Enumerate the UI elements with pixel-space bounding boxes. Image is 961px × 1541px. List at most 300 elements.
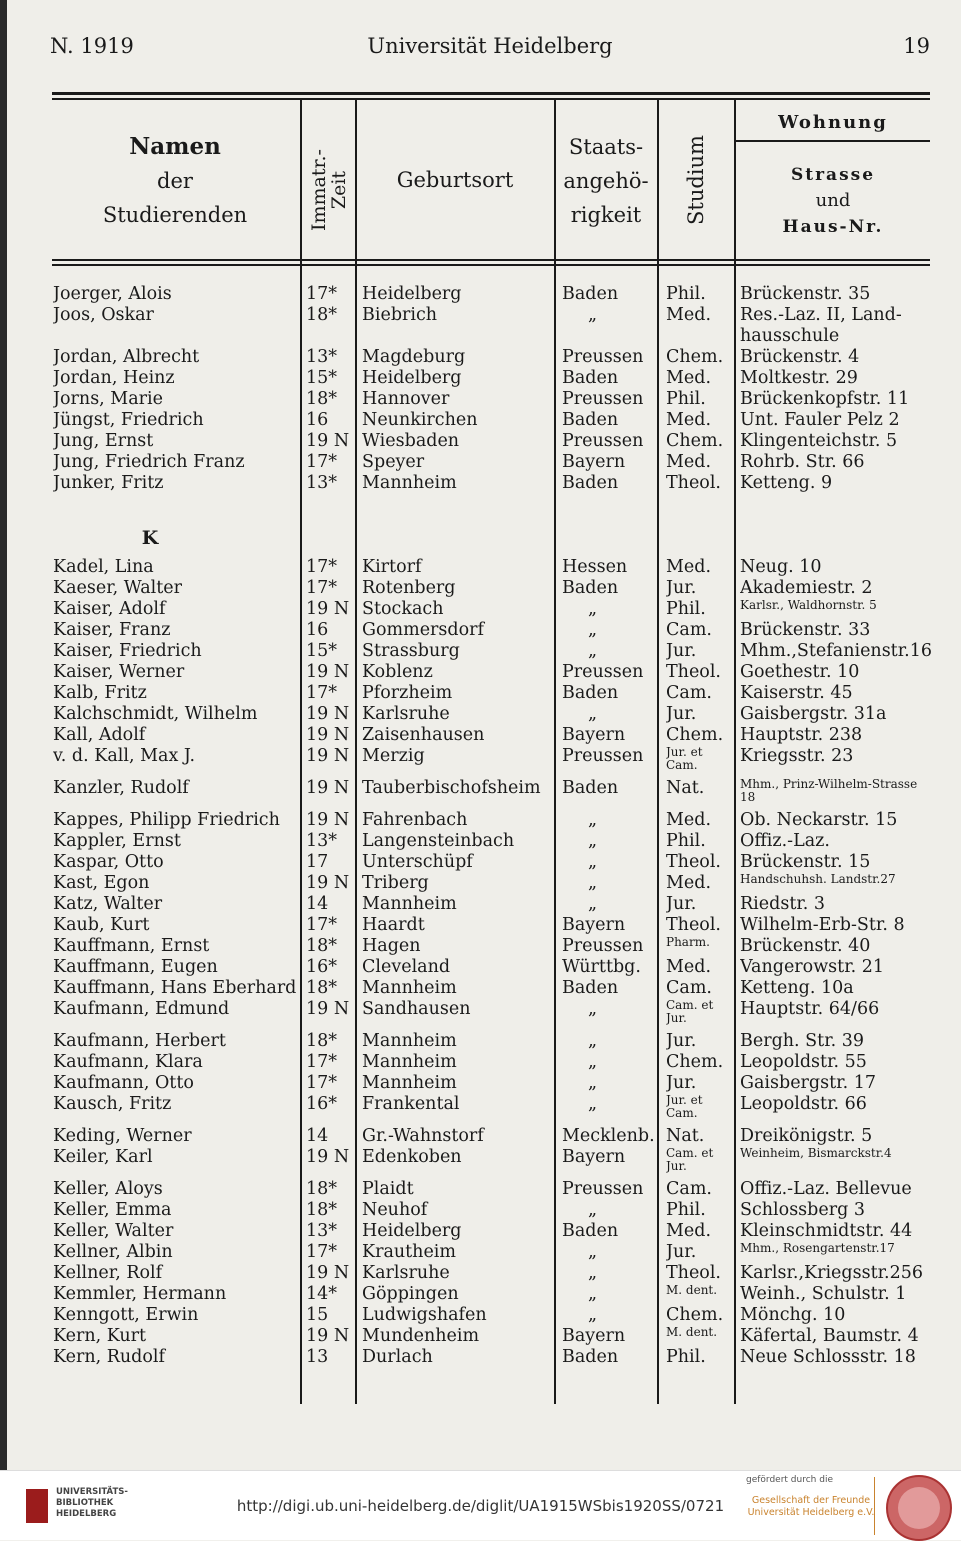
cell-s: „: [588, 1200, 598, 1220]
cell-z: 13*: [306, 1221, 338, 1241]
cell-st: Phil.: [666, 831, 706, 851]
cell-st: Phil.: [666, 284, 706, 304]
cell-z: 18*: [306, 1031, 338, 1051]
cell-n: Kaub, Kurt: [53, 915, 150, 935]
cell-w: Goethestr. 10: [740, 662, 860, 682]
cell-z: 16: [306, 620, 329, 640]
cell-n: Keding, Werner: [53, 1126, 192, 1146]
table-row: [0, 852, 961, 873]
cell-st: Med.: [666, 368, 712, 388]
cell-s: „: [588, 1052, 598, 1072]
cell-n: Jordan, Heinz: [53, 368, 175, 388]
cell-s: Preussen: [562, 936, 644, 956]
cell-w: Dreikönigstr. 5: [740, 1126, 873, 1146]
cell-w: Ketteng. 10a: [740, 978, 854, 998]
header-line: Namen: [129, 133, 221, 160]
cell-o: Wiesbaden: [362, 431, 460, 451]
cell-o: Mannheim: [362, 1052, 457, 1072]
cell-n: Kauffmann, Ernst: [53, 936, 210, 956]
cell-s: Baden: [562, 1347, 619, 1367]
cell-o: Pforzheim: [362, 683, 453, 703]
cell-o: Mannheim: [362, 978, 457, 998]
cell-n: Kellner, Rolf: [53, 1263, 163, 1283]
cell-s: Preussen: [562, 746, 644, 766]
cell-o: Haardt: [362, 915, 425, 935]
sponsor-name: [746, 1495, 876, 1519]
cell-st: Cam. et Jur.: [666, 1147, 714, 1173]
cell-st: Theol.: [666, 915, 721, 935]
cell-n: Kemmler, Hermann: [53, 1284, 227, 1304]
cell-st: Theol.: [666, 662, 721, 682]
cell-o: Gommersdorf: [362, 620, 484, 640]
cell-s: „: [588, 1073, 598, 1093]
cell-st: Med.: [666, 557, 712, 577]
cell-s: „: [588, 1242, 598, 1262]
table-row: [0, 452, 961, 473]
cell-o: Mannheim: [362, 1073, 457, 1093]
cell-st: Med.: [666, 410, 712, 430]
cell-w: Ob. Neckarstr. 15: [740, 810, 898, 830]
table-row: [0, 1242, 961, 1263]
cell-st: Jur.: [666, 578, 697, 598]
cell-s: Baden: [562, 410, 619, 430]
cell-w: Mhm.,Stefanienstr.16: [740, 641, 932, 661]
wohnung-rule: [736, 140, 930, 142]
cell-n: Kausch, Fritz: [53, 1094, 172, 1114]
cell-w: Brückenstr. 15: [740, 852, 871, 872]
cell-o: Gr.-Wahnstorf: [362, 1126, 484, 1146]
cell-z: 14: [306, 1126, 329, 1146]
table-row: [0, 410, 961, 431]
cell-z: 19 N: [306, 746, 350, 766]
logo-line: UNIVERSITÄTS-: [56, 1487, 128, 1497]
cell-n: Kaiser, Adolf: [53, 599, 166, 619]
table-row: [0, 725, 961, 746]
cell-st: Phil.: [666, 599, 706, 619]
cell-w: Hauptstr. 64/66: [740, 999, 880, 1019]
table-row: [0, 284, 961, 305]
header-line: angehö-: [563, 169, 649, 193]
cell-s: Preussen: [562, 389, 644, 409]
table-row: [0, 431, 961, 452]
table-row: [0, 347, 961, 368]
cell-st: Chem.: [666, 1052, 724, 1072]
cell-z: 17: [306, 852, 329, 872]
cell-st: Med.: [666, 1221, 712, 1241]
cell-z: 18*: [306, 389, 338, 409]
col-header-ort: Geburtsort: [396, 168, 514, 192]
cell-s: „: [588, 873, 598, 893]
cell-o: Speyer: [362, 452, 425, 472]
cell-s: Mecklenb.: [562, 1126, 655, 1146]
header-title: Universität Heidelberg: [367, 34, 613, 58]
cell-st: Chem.: [666, 1305, 724, 1325]
header-line: Immatr.-: [308, 149, 330, 231]
header-line: der: [157, 169, 193, 193]
cell-z: 13*: [306, 347, 338, 367]
cell-w: Hauptstr. 238: [740, 725, 863, 745]
cell-w: Brückenstr. 35: [740, 284, 871, 304]
cell-st: Nat.: [666, 1126, 705, 1146]
header-line: Haus-Nr.: [782, 217, 884, 237]
cell-z: 17*: [306, 578, 338, 598]
table-row: [0, 578, 961, 599]
cell-st: Chem.: [666, 431, 724, 451]
table-row: [0, 1347, 961, 1368]
footer-bar: [0, 1470, 961, 1540]
cell-o: Heidelberg: [362, 284, 462, 304]
cell-o: Edenkoben: [362, 1147, 462, 1167]
cell-st: Pharm.: [666, 936, 710, 949]
source-url[interactable]: http://digi.ub.uni-heidelberg.de/diglit/UA1915WSbis1920SS/0721: [236, 1497, 725, 1515]
cell-z: 17*: [306, 1052, 338, 1072]
table-row: [0, 978, 961, 999]
cell-w: Kaiserstr. 45: [740, 683, 853, 703]
table-row: [0, 936, 961, 957]
cell-w: Vangerowstr. 21: [740, 957, 885, 977]
table-row: [0, 1147, 961, 1173]
col-header-zeit: [309, 140, 349, 240]
table-row: [0, 1221, 961, 1242]
cell-w: Kriegsstr. 23: [740, 746, 854, 766]
cell-s: Württbg.: [562, 957, 641, 977]
cell-s: Baden: [562, 284, 619, 304]
cell-w: Brückenstr. 40: [740, 936, 871, 956]
cell-w: Gaisbergstr. 17: [740, 1073, 876, 1093]
cell-w: Brückenstr. 4: [740, 347, 860, 367]
cell-st: Nat.: [666, 778, 705, 798]
logo-line: HEIDELBERG: [56, 1509, 117, 1519]
cell-z: 19 N: [306, 1326, 350, 1346]
cell-st: Med.: [666, 957, 712, 977]
cell-z: 16*: [306, 1094, 338, 1114]
table-row: [0, 368, 961, 389]
col-header-staat: [557, 130, 655, 232]
table-row: [0, 810, 961, 831]
header-rule-2: [52, 264, 930, 266]
cell-st: Theol.: [666, 1263, 721, 1283]
cell-w: Brückenkopfstr. 11: [740, 389, 910, 409]
cell-st: Jur.: [666, 704, 697, 724]
cell-s: Bayern: [562, 452, 626, 472]
cell-n: Keiler, Karl: [53, 1147, 153, 1167]
cell-z: 15: [306, 1305, 329, 1325]
cell-n: Jorns, Marie: [53, 389, 163, 409]
cell-st: Theol.: [666, 852, 721, 872]
cell-st: Chem.: [666, 347, 724, 367]
cell-s: Baden: [562, 778, 619, 798]
cell-w: Gaisbergstr. 31a: [740, 704, 887, 724]
cell-z: 18*: [306, 1200, 338, 1220]
cell-st: Jur. et Cam.: [666, 1094, 703, 1120]
cell-z: 17*: [306, 1073, 338, 1093]
cell-w: Riedstr. 3: [740, 894, 826, 914]
cell-o: Göppingen: [362, 1284, 459, 1304]
cell-o: Magdeburg: [362, 347, 466, 367]
cell-o: Unterschüpf: [362, 852, 473, 872]
cell-n: Jordan, Albrecht: [53, 347, 200, 367]
cell-w: Weinh., Schulstr. 1: [740, 1284, 907, 1304]
cell-o: Heidelberg: [362, 368, 462, 388]
cell-s: „: [588, 641, 598, 661]
cell-st: Cam.: [666, 620, 712, 640]
table-row: [0, 641, 961, 662]
table-row: [0, 999, 961, 1025]
header-line: Staats-: [568, 135, 644, 159]
cell-w: Mhm., Rosengartenstr.17: [740, 1242, 895, 1255]
cell-o: Karlsruhe: [362, 1263, 450, 1283]
cell-o: Koblenz: [362, 662, 433, 682]
cell-o: Merzig: [362, 746, 425, 766]
table-row: [0, 831, 961, 852]
cell-z: 16: [306, 410, 329, 430]
table-row: [0, 1031, 961, 1052]
cell-w: Unt. Fauler Pelz 2: [740, 410, 900, 430]
col-header-strasse: [736, 162, 930, 240]
cell-n: Jüngst, Friedrich: [53, 410, 204, 430]
table-row: [0, 662, 961, 683]
col-header-wohnung: Wohnung: [778, 112, 888, 133]
cell-st: Chem.: [666, 725, 724, 745]
cell-z: 17*: [306, 284, 338, 304]
cell-z: 15*: [306, 368, 338, 388]
cell-s: „: [588, 305, 598, 325]
cell-w: Akademiestr. 2: [740, 578, 873, 598]
table-row: [0, 1073, 961, 1094]
cell-st: Med.: [666, 810, 712, 830]
table-row: [0, 746, 961, 772]
cell-n: Kaiser, Werner: [53, 662, 185, 682]
cell-st: Jur.: [666, 1031, 697, 1051]
table-row: [0, 1284, 961, 1305]
university-seal-icon: [886, 1475, 952, 1541]
cell-n: Kauffmann, Hans Eberhard: [53, 978, 297, 998]
cell-n: Kaufmann, Klara: [53, 1052, 203, 1072]
table-row: [0, 915, 961, 936]
cell-st: Cam. et Jur.: [666, 999, 714, 1025]
table-row: [0, 1200, 961, 1221]
cell-s: Bayern: [562, 725, 626, 745]
cell-st: Cam.: [666, 1179, 712, 1199]
cell-s: „: [588, 1263, 598, 1283]
header-line: rigkeit: [570, 203, 642, 227]
cell-st: Jur.: [666, 641, 697, 661]
cell-w: Brückenstr. 33: [740, 620, 871, 640]
cell-o: Sandhausen: [362, 999, 471, 1019]
cell-n: Kaspar, Otto: [53, 852, 164, 872]
cell-n: Kaiser, Friedrich: [53, 641, 202, 661]
cell-w: Klingenteichstr. 5: [740, 431, 898, 451]
cell-w: Mhm., Prinz-Wilhelm-Strasse 18: [740, 778, 918, 804]
cell-s: „: [588, 831, 598, 851]
table-row: [0, 1052, 961, 1073]
page-number: 19: [903, 34, 930, 58]
table-row: [0, 1263, 961, 1284]
cell-s: „: [588, 1305, 598, 1325]
col-header-studium: Studium: [684, 135, 708, 225]
cell-s: Baden: [562, 578, 619, 598]
cell-o: Mannheim: [362, 1031, 457, 1051]
cell-o: Cleveland: [362, 957, 451, 977]
cell-n: Keller, Aloys: [53, 1179, 163, 1199]
table-row: [0, 1094, 961, 1120]
table-row: [0, 305, 961, 326]
cell-n: Kellner, Albin: [53, 1242, 173, 1262]
cell-z: 19 N: [306, 810, 350, 830]
cell-z: 18*: [306, 305, 338, 325]
cell-n: Kern, Kurt: [53, 1326, 147, 1346]
cell-o: Hagen: [362, 936, 421, 956]
header-line: Studierenden: [102, 203, 248, 227]
top-rule: [52, 92, 930, 95]
cell-o: Neunkirchen: [362, 410, 478, 430]
cell-o: Rotenberg: [362, 578, 456, 598]
logo-line: BIBLIOTHEK: [56, 1498, 114, 1508]
cell-n: Kaufmann, Otto: [53, 1073, 194, 1093]
cell-z: 19 N: [306, 725, 350, 745]
table-row: [0, 620, 961, 641]
cell-z: 18*: [306, 936, 338, 956]
cell-s: „: [588, 810, 598, 830]
table-row: [0, 557, 961, 578]
cell-z: 14*: [306, 1284, 338, 1304]
cell-w: Neug. 10: [740, 557, 822, 577]
header-line: Zeit: [328, 170, 350, 210]
cell-n: Kaufmann, Herbert: [53, 1031, 226, 1051]
cell-n: Kaufmann, Edmund: [53, 999, 230, 1019]
cell-o: Durlach: [362, 1347, 433, 1367]
cell-s: Bayern: [562, 1147, 626, 1167]
col-header-name: [60, 130, 290, 232]
page-header: [50, 34, 930, 64]
table-row: [0, 683, 961, 704]
cell-z: 19 N: [306, 431, 350, 451]
cell-o: Karlsruhe: [362, 704, 450, 724]
cell-n: Kenngott, Erwin: [53, 1305, 199, 1325]
cell-s: „: [588, 599, 598, 619]
cell-n: Kaeser, Walter: [53, 578, 183, 598]
table-row: [0, 704, 961, 725]
cell-n: Kauffmann, Eugen: [53, 957, 218, 977]
table-row: [0, 1305, 961, 1326]
cell-z: 19 N: [306, 873, 350, 893]
cell-w: Karlsr., Waldhornstr. 5: [740, 599, 877, 612]
cell-n: Katz, Walter: [53, 894, 163, 914]
cell-z: 19 N: [306, 1147, 350, 1167]
cell-w: Offiz.-Laz. Bellevue: [740, 1179, 912, 1199]
seal-center: [898, 1487, 940, 1529]
cell-w: Offiz.-Laz.: [740, 831, 830, 851]
cell-o: Heidelberg: [362, 1221, 462, 1241]
cell-z: 13: [306, 1347, 329, 1367]
table-row: [0, 389, 961, 410]
sponsor-line: Universität Heidelberg e.V.: [747, 1507, 875, 1518]
table-row: [0, 599, 961, 620]
cell-n: Kadel, Lina: [53, 557, 154, 577]
cell-st: Jur.: [666, 894, 697, 914]
sponsor-divider: [874, 1477, 875, 1535]
cell-n: Jung, Ernst: [53, 431, 154, 451]
cell-n: Kanzler, Rudolf: [53, 778, 189, 798]
sponsor-line: Gesellschaft der Freunde: [751, 1495, 871, 1506]
table-row: [0, 894, 961, 915]
table-row: [0, 1326, 961, 1347]
cell-w: Bergh. Str. 39: [740, 1031, 865, 1051]
cell-st: Theol.: [666, 473, 721, 493]
cell-o: Ludwigshafen: [362, 1305, 487, 1325]
cell-s: Preussen: [562, 347, 644, 367]
cell-n: Jung, Friedrich Franz: [53, 452, 245, 472]
cell-s: Hessen: [562, 557, 628, 577]
cell-w: Schlossberg 3: [740, 1200, 865, 1220]
table-row: [0, 1126, 961, 1147]
cell-o: Stockach: [362, 599, 444, 619]
cell-w: Moltkestr. 29: [740, 368, 858, 388]
cell-o: Frankental: [362, 1094, 460, 1114]
cell-s: Bayern: [562, 915, 626, 935]
cell-w: Leopoldstr. 66: [740, 1094, 867, 1114]
cell-s: „: [588, 704, 598, 724]
header-number: N. 1919: [50, 34, 134, 58]
cell-z: 16*: [306, 957, 338, 977]
cell-st: Med.: [666, 452, 712, 472]
cell-o: Strassburg: [362, 641, 460, 661]
cell-z: 17*: [306, 915, 338, 935]
cell-o: Mannheim: [362, 473, 457, 493]
cell-o: Fahrenbach: [362, 810, 468, 830]
cell-s: Preussen: [562, 662, 644, 682]
cell-w: Handschuhsh. Landstr.27: [740, 873, 896, 886]
cell-o: Kirtorf: [362, 557, 422, 577]
cell-st: Med.: [666, 305, 712, 325]
cell-st: Med.: [666, 873, 712, 893]
cell-z: 19 N: [306, 599, 350, 619]
table-row: [0, 326, 961, 347]
cell-n: Junker, Fritz: [53, 473, 164, 493]
cell-st: Jur.: [666, 1073, 697, 1093]
cell-z: 18*: [306, 1179, 338, 1199]
cell-o: Plaidt: [362, 1179, 414, 1199]
cell-w: Karlsr.,Kriegsstr.256: [740, 1263, 924, 1283]
cell-st: Phil.: [666, 389, 706, 409]
cell-s: Bayern: [562, 1326, 626, 1346]
cell-n: Kappler, Ernst: [53, 831, 181, 851]
cell-st: M. dent.: [666, 1284, 718, 1297]
cell-o: Zaisenhausen: [362, 725, 485, 745]
cell-s: „: [588, 999, 598, 1019]
cell-st: Jur. et Cam.: [666, 746, 703, 772]
cell-n: Kappes, Philipp Friedrich: [53, 810, 280, 830]
cell-w: Ketteng. 9: [740, 473, 833, 493]
cell-w: Leopoldstr. 55: [740, 1052, 867, 1072]
header-line: Strasse: [790, 165, 876, 185]
cell-n: Kall, Adolf: [53, 725, 146, 745]
cell-z: 19 N: [306, 662, 350, 682]
cell-w: Wilhelm-Erb-Str. 8: [740, 915, 905, 935]
cell-n: Kaiser, Franz: [53, 620, 171, 640]
cell-z: 13*: [306, 831, 338, 851]
cell-z: 19 N: [306, 999, 350, 1019]
cell-s: „: [588, 894, 598, 914]
cell-o: Biebrich: [362, 305, 438, 325]
table-row: [0, 1179, 961, 1200]
cell-z: 17*: [306, 452, 338, 472]
cell-w: Weinheim, Bismarckstr.4: [740, 1147, 892, 1160]
section-letter: K: [141, 527, 159, 549]
header-line: und: [815, 190, 851, 211]
cell-z: 18*: [306, 978, 338, 998]
cell-s: Baden: [562, 683, 619, 703]
